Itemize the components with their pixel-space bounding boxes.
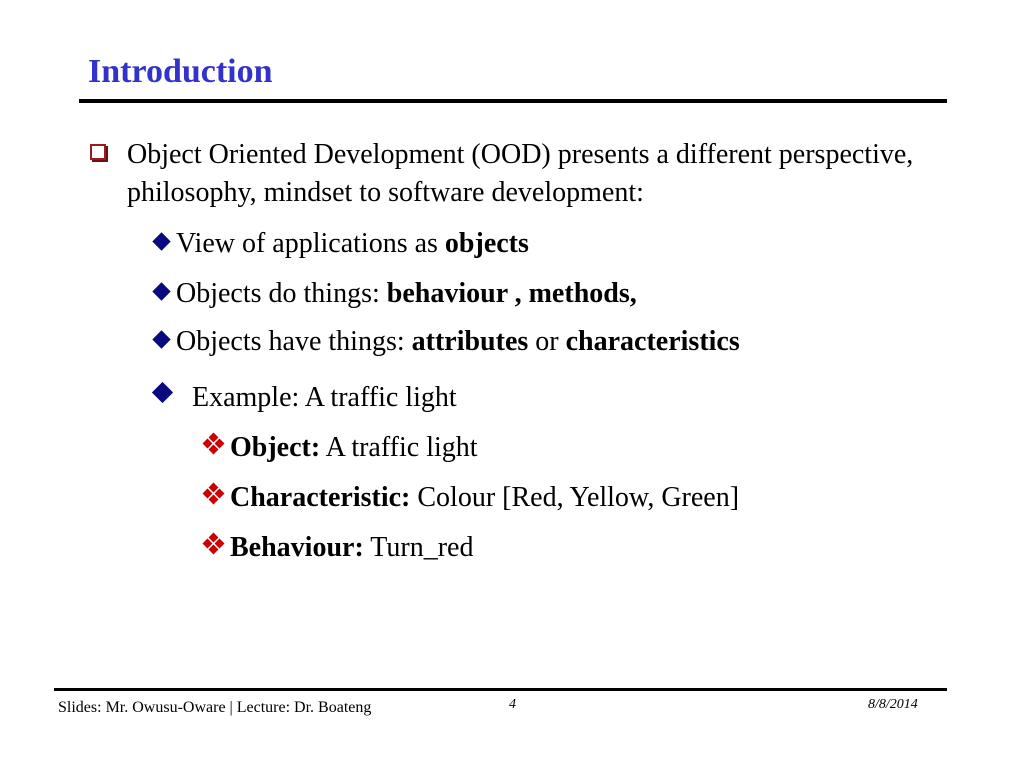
diamond-bullet-icon <box>152 330 170 348</box>
bullet-text: or <box>528 326 566 357</box>
sub-bullet-value: A traffic light <box>320 432 478 463</box>
bullet-bold-text: attributes <box>411 326 529 357</box>
square-bullet-icon <box>90 144 106 160</box>
title-divider <box>79 99 947 103</box>
sub-bullet-label: Behaviour: <box>230 532 364 563</box>
bullet-bold-text: characteristics <box>565 326 740 357</box>
page-number: 4 <box>509 697 516 712</box>
sub-bullet-item <box>204 430 478 466</box>
sub-bullet-item <box>204 530 473 566</box>
sub-bullet-value: Colour [Red, Yellow, Green] <box>410 482 740 513</box>
diamond-bullet-icon <box>152 232 170 250</box>
diamond-bullet-icon <box>152 382 173 403</box>
bullet-bold-text: objects <box>444 228 529 259</box>
footer-divider <box>54 688 947 691</box>
bullet-text: Objects do things: <box>176 278 387 309</box>
footer-date: 8/8/2014 <box>868 697 918 712</box>
bullet-item <box>155 380 457 416</box>
sub-bullet-label: Object: <box>230 432 321 463</box>
footer-credits: Slides: Mr. Owusu-Oware | Lecture: Dr. Boateng <box>58 699 372 716</box>
fleur-bullet-icon <box>204 534 224 554</box>
bullet-text: View of applications as <box>176 228 445 259</box>
intro-text: Object Oriented Development (OOD) presents a different perspective, philosophy, mindset to software development: <box>127 139 914 208</box>
bullet-text: Example: A traffic light <box>192 382 457 413</box>
fleur-bullet-icon <box>204 484 224 504</box>
sub-bullet-label: Characteristic: <box>230 482 411 513</box>
bullet-bold-text: behaviour , methods, <box>386 278 637 309</box>
fleur-bullet-icon <box>204 434 224 454</box>
bullet-text: Objects have things: <box>176 326 412 357</box>
bullet-item <box>155 226 529 262</box>
intro-bullet <box>90 136 950 212</box>
sub-bullet-item <box>204 480 739 516</box>
sub-bullet-value: Turn_red <box>363 532 474 563</box>
bullet-item <box>155 276 637 312</box>
slide-title: Introduction <box>88 53 273 90</box>
diamond-bullet-icon <box>152 282 170 300</box>
bullet-item <box>155 324 740 360</box>
